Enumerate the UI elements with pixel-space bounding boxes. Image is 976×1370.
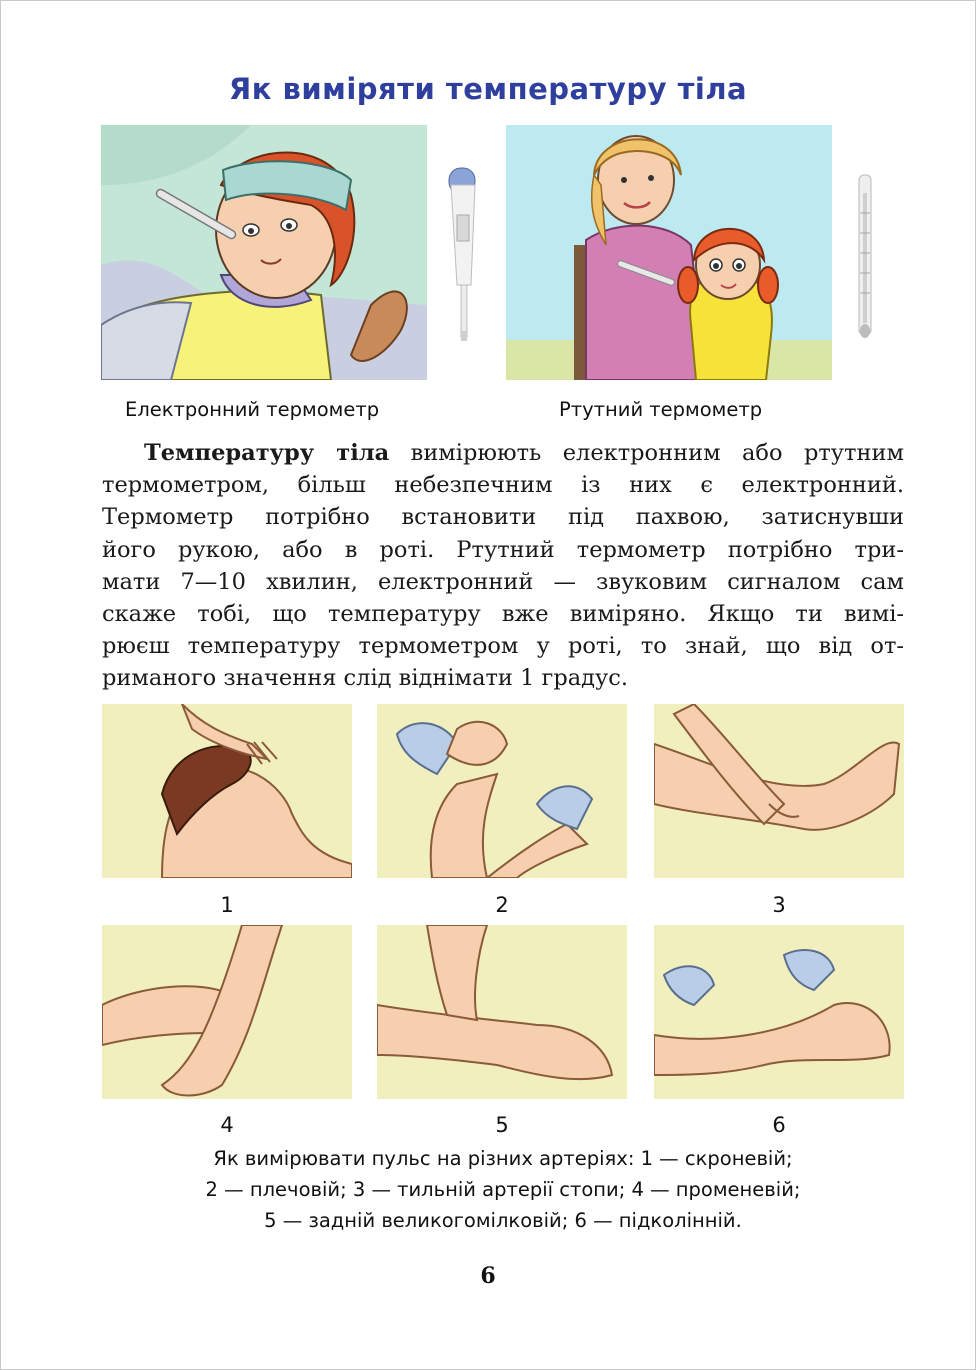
pulse-panel-brachial — [377, 704, 627, 878]
pulse-caption-line: Як вимірювати пульс на різних артеріях: 1 — скроневій; — [213, 1147, 793, 1170]
panel-number: 3 — [772, 893, 786, 917]
caption-electronic-thermometer: Електронний термометр — [125, 398, 380, 421]
pulse-panel-temporal — [102, 704, 352, 878]
page-title: Як виміряти температуру тіла — [228, 72, 748, 106]
pulse-caption — [100, 1143, 906, 1236]
panel-number: 4 — [220, 1113, 234, 1137]
pulse-caption-line: 2 — плечовій; 3 — тильній артерії стопи; 4 — променевій; — [205, 1178, 801, 1201]
pulse-panel-popliteal — [654, 925, 904, 1099]
paragraph-line — [102, 437, 904, 469]
paragraph-line: рюєш температуру термометром у роті, то знай, що від от- — [102, 633, 904, 660]
panel-number: 2 — [495, 893, 509, 917]
paragraph-line-text: вимірюють електронним або ртутним — [389, 440, 904, 466]
paragraph-line: мати 7—10 хвилин, електронний — звуковим сигналом сам — [102, 568, 904, 595]
pulse-panel-posterior-tibial — [377, 925, 627, 1099]
panel-number: 1 — [220, 893, 234, 917]
pulse-caption-line: 5 — задній великогомілковій; 6 — підколінній. — [264, 1209, 742, 1232]
sick-boy-illustration — [101, 125, 427, 380]
mercury-thermometer-image — [855, 173, 875, 341]
pulse-panel-dorsalis-pedis — [654, 704, 904, 878]
electronic-thermometer-image — [445, 165, 483, 345]
mother-and-girl-illustration — [506, 125, 832, 380]
paragraph-line: Термометр потрібно встановити під пахвою, затиснувши — [102, 504, 904, 531]
temperature-paragraph — [102, 437, 904, 695]
pulse-panel-radial — [102, 925, 352, 1099]
panel-number: 5 — [495, 1113, 509, 1137]
page-number: 6 — [480, 1263, 496, 1289]
panel-number: 6 — [772, 1113, 786, 1137]
paragraph-line: термометром, більш небезпечним із них є електронний. — [102, 472, 904, 499]
paragraph-line: риманого значення слід віднімати 1 градус. — [102, 665, 628, 692]
paragraph-bold-lead: Температуру тіла — [144, 440, 390, 466]
caption-mercury-thermometer: Ртутний термометр — [559, 398, 763, 421]
paragraph-line: його рукою, або в роті. Ртутний термометр потрібно три- — [102, 536, 904, 563]
paragraph-line: скаже тобі, що температуру вже виміряно. Якщо ти вимі- — [102, 600, 904, 627]
